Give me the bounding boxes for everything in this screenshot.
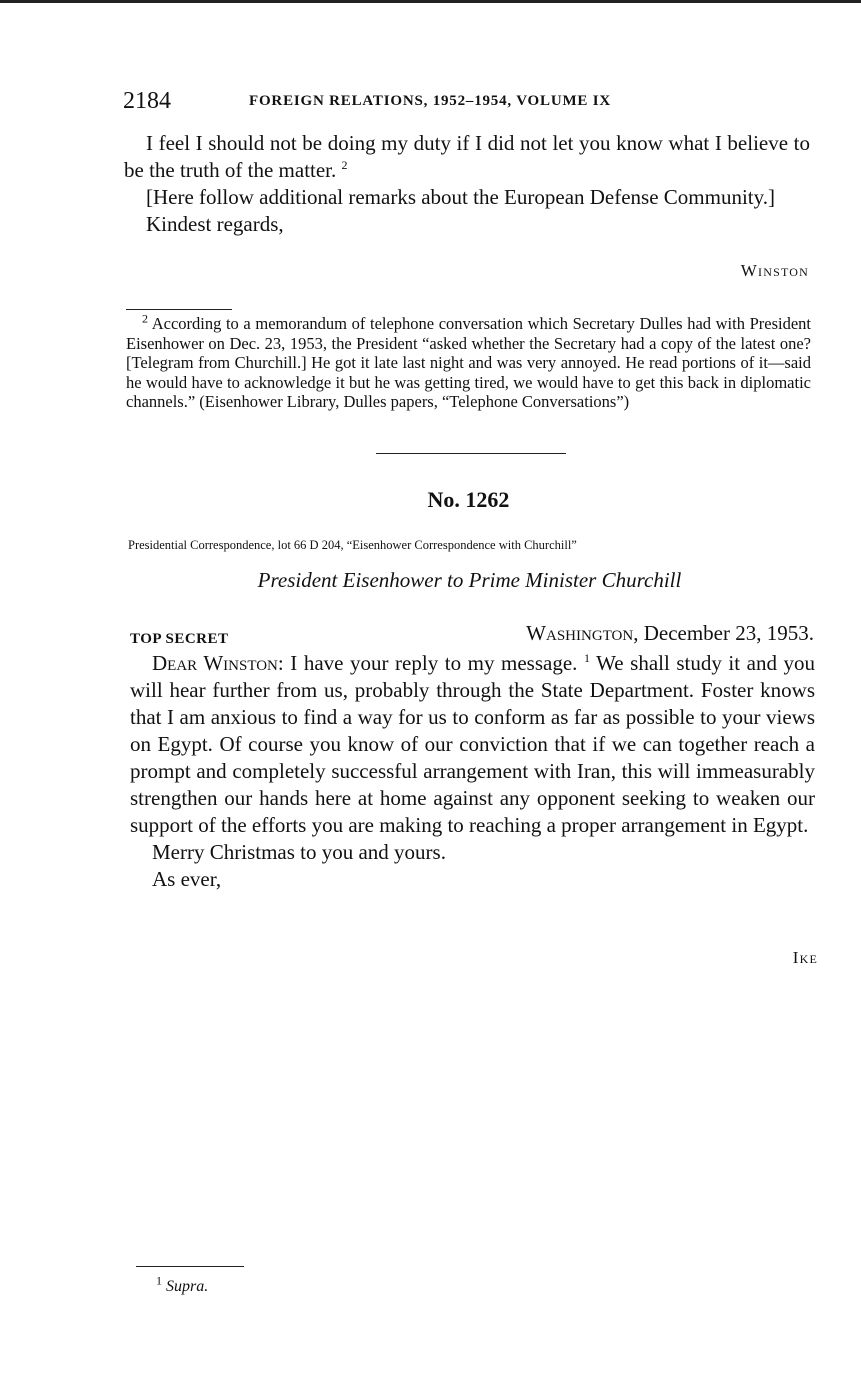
footnote-marker: 2 — [142, 311, 148, 326]
classification: TOP SECRET — [130, 631, 229, 647]
editorial-note: [Here follow additional remarks about the European Defense Community.] — [146, 185, 776, 209]
date: , December 23, 1953. — [633, 621, 814, 645]
paragraph-duty — [124, 130, 810, 184]
footnote-text: Supra. — [166, 1278, 209, 1295]
document-title: President Eisenhower to Prime Minister Churchill — [257, 568, 682, 592]
signature-winston: Winston — [740, 261, 809, 280]
footnote-marker: 1 — [156, 1273, 162, 1288]
body-part-1: : I have your reply to my message. — [277, 651, 578, 675]
footnote-text: According to a memorandum of telephone conversation which Secretary Dulles had with President Eisenhower on Dec. 23, 1953, the President “asked whether the Secretary had a copy of the latest one? [Telegram from Churchill.] He got it late last night and was very annoyed. He read portions of it—said he would have to acknowledge it but he was getting tired, we would have to get this back in diplomatic channels.” (Eisenhower Library, Dulles papers, “Telephone Conversations”) — [126, 314, 811, 411]
letter-body — [130, 650, 815, 893]
page-number: 2184 — [123, 88, 171, 114]
place-date — [526, 621, 814, 646]
place: Washington — [526, 621, 634, 645]
footnote-1 — [156, 1273, 209, 1296]
paragraph-text: I feel I should not be doing my duty if I did not let you know what I believe to be the truth of the matter. — [124, 131, 810, 182]
body-part-2: We shall study it and you will hear further from us, probably through the State Department. Foster knows that I am anxious to find a way for us to conform as far as possible to your views on Egypt. Of course you know of our conviction that if we can together reach a prompt and completely successful arrangement with Iran, this will immeasurably strengthen our hands here at home against any opponent seeking to weaken our support of the efforts you are making to reaching a proper arrangement in Egypt. — [130, 651, 816, 837]
running-title: FOREIGN RELATIONS, 1952–1954, VOLUME IX — [249, 93, 612, 109]
footnote-ref-2: 2 — [341, 158, 348, 172]
page-top-border — [0, 0, 861, 3]
letter-continuation — [124, 130, 810, 238]
footnote-2 — [126, 311, 811, 412]
footnote-rule-bottom — [136, 1266, 244, 1267]
paragraph-main — [130, 650, 815, 839]
paragraph-christmas: Merry Christmas to you and yours. — [152, 840, 446, 864]
closing-as-ever: As ever, — [152, 867, 222, 891]
footnote-rule — [126, 309, 232, 310]
salutation: Dear Winston — [152, 651, 278, 675]
footnote-ref-1: 1 — [583, 651, 590, 665]
closing-kindest-regards: Kindest regards, — [146, 212, 284, 236]
section-divider — [376, 453, 566, 454]
source-note: Presidential Correspondence, lot 66 D 204, “Eisenhower Correspondence with Churchill” — [128, 538, 577, 552]
document-number: No. 1262 — [427, 487, 510, 512]
signature-ike: Ike — [792, 948, 818, 967]
